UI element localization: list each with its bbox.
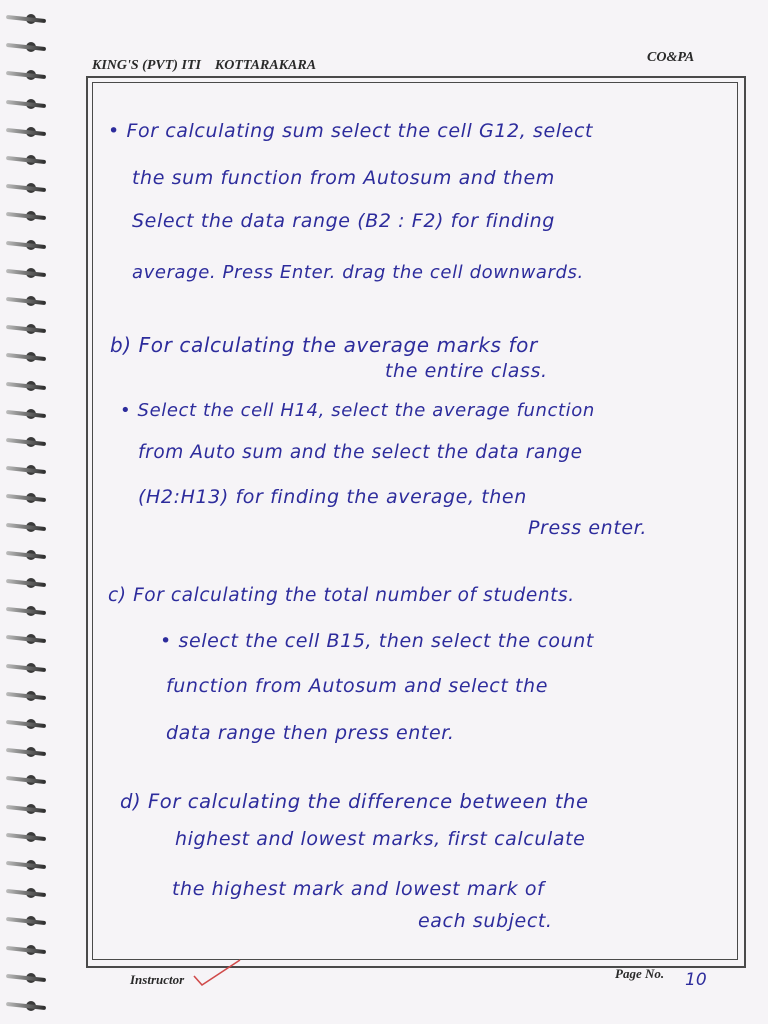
note-line: (H2:H13) for finding the average, then bbox=[138, 486, 527, 508]
note-line: c) For calculating the total number of students. bbox=[108, 585, 575, 606]
note-line: highest and lowest marks, first calculate bbox=[175, 828, 586, 850]
binding-wire bbox=[6, 71, 46, 79]
note-line: the highest mark and lowest mark of bbox=[172, 878, 545, 900]
binding-wire bbox=[6, 325, 46, 333]
note-line: Press enter. bbox=[528, 517, 647, 539]
note-line: data range then press enter. bbox=[166, 722, 455, 744]
spiral-binding bbox=[0, 0, 60, 1024]
note-line: the sum function from Autosum and them bbox=[132, 167, 555, 189]
binding-wire bbox=[6, 212, 46, 220]
institute-header: KING'S (PVT) ITI KOTTARAKARA bbox=[92, 58, 317, 73]
note-line: • select the cell B15, then select the count bbox=[160, 630, 594, 652]
check-mark-icon bbox=[192, 958, 242, 988]
note-line: d) For calculating the difference between the bbox=[120, 790, 589, 813]
note-line: b) For calculating the average marks for bbox=[110, 333, 538, 357]
page-number: 10 bbox=[685, 970, 707, 990]
binding-wire bbox=[6, 748, 46, 756]
instructor-label: Instructor bbox=[130, 972, 185, 987]
note-line: average. Press Enter. drag the cell downwards. bbox=[132, 262, 584, 283]
note-line: • For calculating sum select the cell G12, select bbox=[108, 120, 594, 142]
subject-code: CO&PA bbox=[647, 50, 695, 65]
page-number-label: Page No. bbox=[615, 966, 665, 981]
note-line: • Select the cell H14, select the average function bbox=[120, 400, 595, 421]
binding-wire bbox=[6, 635, 46, 643]
binding-wire bbox=[6, 43, 46, 51]
binding-wire bbox=[6, 466, 46, 474]
note-line: from Auto sum and the select the data range bbox=[138, 442, 583, 463]
note-line: function from Autosum and select the bbox=[166, 675, 548, 697]
binding-wire bbox=[6, 917, 46, 925]
note-line: Select the data range (B2 : F2) for finding bbox=[132, 210, 555, 232]
note-line: the entire class. bbox=[385, 360, 548, 382]
binding-wire bbox=[6, 353, 46, 361]
binding-wire bbox=[6, 776, 46, 784]
binding-wire bbox=[6, 494, 46, 502]
note-line: each subject. bbox=[418, 910, 553, 932]
binding-wire bbox=[6, 889, 46, 897]
binding-wire bbox=[6, 607, 46, 615]
binding-wire bbox=[6, 184, 46, 192]
